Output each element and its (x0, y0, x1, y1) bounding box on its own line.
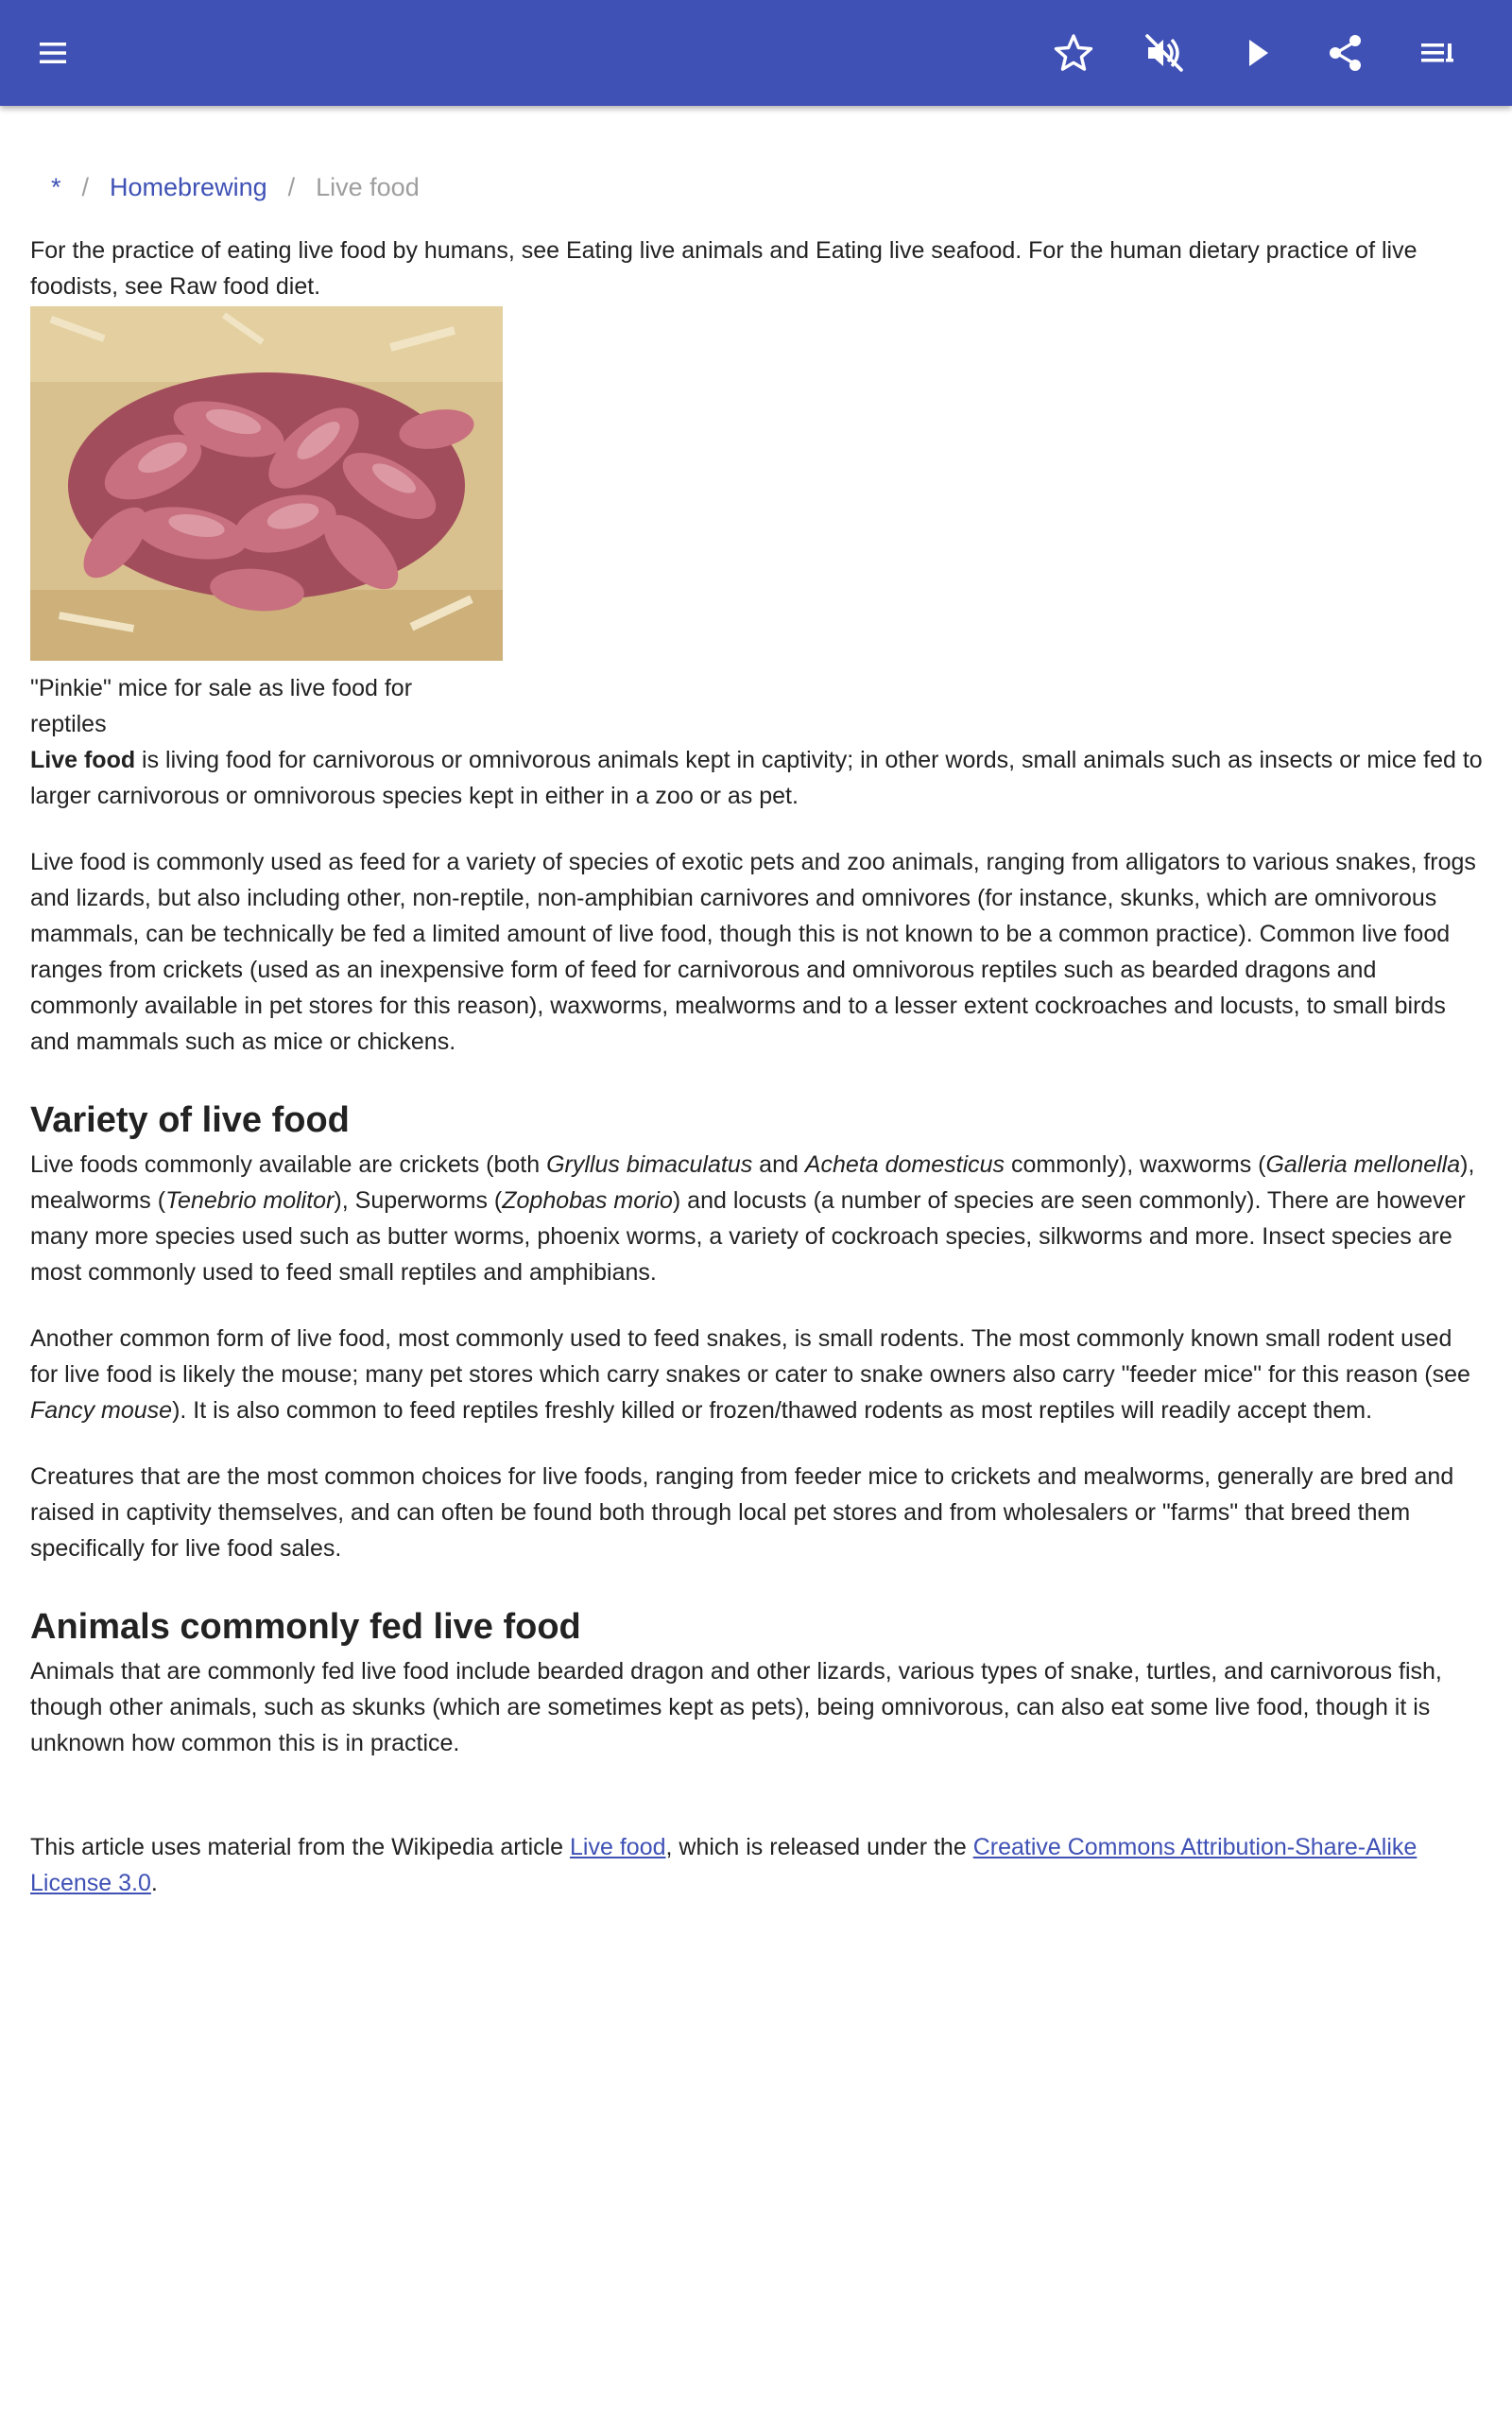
section-heading: Variety of live food (30, 1100, 350, 1140)
playlist-icon[interactable] (1410, 26, 1463, 79)
figure-caption: "Pinkie" mice for sale as live food for reptiles (30, 675, 413, 737)
license-footer (30, 1829, 1486, 1901)
wikipedia-article-link[interactable]: Live food (570, 1834, 666, 1860)
volume-off-icon[interactable] (1138, 26, 1191, 79)
species-name: Gryllus bimaculatus (546, 1151, 753, 1178)
play-icon[interactable] (1230, 26, 1283, 79)
species-name: Galleria mellonella (1265, 1151, 1461, 1178)
text-run: . (150, 1870, 158, 1896)
paragraph: Animals that are commonly fed live food include bearded dragon and other lizards, various types of snake, turtles, and carnivorous fish, though other animals, such as skunks (which are sometimes kept as pets), being omnivorous, can also eat some live food, though it is unknown how common this is in practice. (30, 1658, 1442, 1756)
hatnote: For the practice of eating live food by humans, see Eating live animals and Eating live seafood. For the human dietary practice of live foodists, see Raw food diet. (30, 237, 1418, 300)
figure (30, 306, 503, 742)
species-name: Fancy mouse (30, 1397, 173, 1424)
intro-term: Live food (30, 747, 136, 773)
text-run: Another common form of live food, most commonly used to feed snakes, is small rodents. The most commonly known small rodent used for live food is likely the mouse; many pet stores which carry snakes or cater to snake owners also carry "feeder mice" for this reason (see (30, 1325, 1470, 1388)
text-run: ). It is also common to feed reptiles freshly killed or frozen/thawed rodents as most reptiles will readily accept them. (172, 1397, 1373, 1424)
pinkie-mice-photo (30, 306, 503, 661)
species-name: Tenebrio molitor (165, 1187, 335, 1214)
text-run: and (752, 1151, 805, 1178)
license-link[interactable]: Creative Commons Attribution-Share-Alike License 3.0 (30, 1834, 1418, 1896)
breadcrumb-separator: / (81, 173, 90, 201)
text-run: ), mealworms ( (30, 1151, 1475, 1214)
intro-paragraph (30, 742, 1486, 814)
species-name: Acheta domesticus (804, 1151, 1005, 1178)
article (30, 142, 1486, 1931)
star-icon[interactable] (1047, 26, 1100, 79)
text-run: ), Superworms ( (334, 1187, 503, 1214)
text-run: Live foods commonly available are crickets (both (30, 1151, 547, 1178)
breadcrumb (51, 142, 1486, 233)
paragraph: Creatures that are the most common choices for live foods, ranging from feeder mice to crickets and mealworms, generally are bred and raised in captivity themselves, and can often be found both through local pet stores and from wholesalers or "farms" that breed them specifically for live food sales. (30, 1463, 1454, 1562)
paragraph (30, 1147, 1486, 1290)
paragraph (30, 1321, 1486, 1428)
text-run: ) and locusts (a number of species are seen commonly). There are however many more species used such as butter worms, phoenix worms, a variety of cockroach species, silkworms and more. Insect species are most commonly used to feed small reptiles and amphibians. (30, 1187, 1466, 1286)
app-bar (0, 0, 1512, 106)
breadcrumb-home-link[interactable]: * (51, 173, 61, 201)
species-name: Zophobas morio (502, 1187, 673, 1214)
text-run: , which is released under the (665, 1834, 973, 1860)
breadcrumb-homebrewing-link[interactable]: Homebrewing (110, 173, 267, 201)
share-icon[interactable] (1319, 26, 1372, 79)
text-run: This article uses material from the Wikipedia article (30, 1834, 571, 1860)
breadcrumb-separator: / (287, 173, 296, 201)
section-heading: Animals commonly fed live food (30, 1607, 581, 1647)
paragraph: Live food is commonly used as feed for a variety of species of exotic pets and zoo animals, ranging from alligators to various snakes, frogs and lizards, but also including other, non-reptile, non-amphibian carnivores and omnivores (for instance, skunks, which are omnivorous mammals, can be technically be fed a limited amount of live food, though this is not known to be a common practice). Common live food ranges from crickets (used as an inexpensive form of feed for carnivorous and omnivorous reptiles such as bearded dragons and commonly available in pet stores for this reason), waxworms, mealworms and to a lesser extent cockroaches and locusts, to small birds and mammals such as mice or chickens. (30, 849, 1476, 1055)
intro-text: is living food for carnivorous or omnivorous animals kept in captivity; in other words, small animals such as insects or mice fed to larger carnivorous or omnivorous species kept in either in a zoo or as pet. (30, 747, 1483, 809)
text-run: commonly), waxworms ( (1005, 1151, 1266, 1178)
menu-icon[interactable] (26, 26, 79, 79)
breadcrumb-current: Live food (316, 173, 420, 201)
